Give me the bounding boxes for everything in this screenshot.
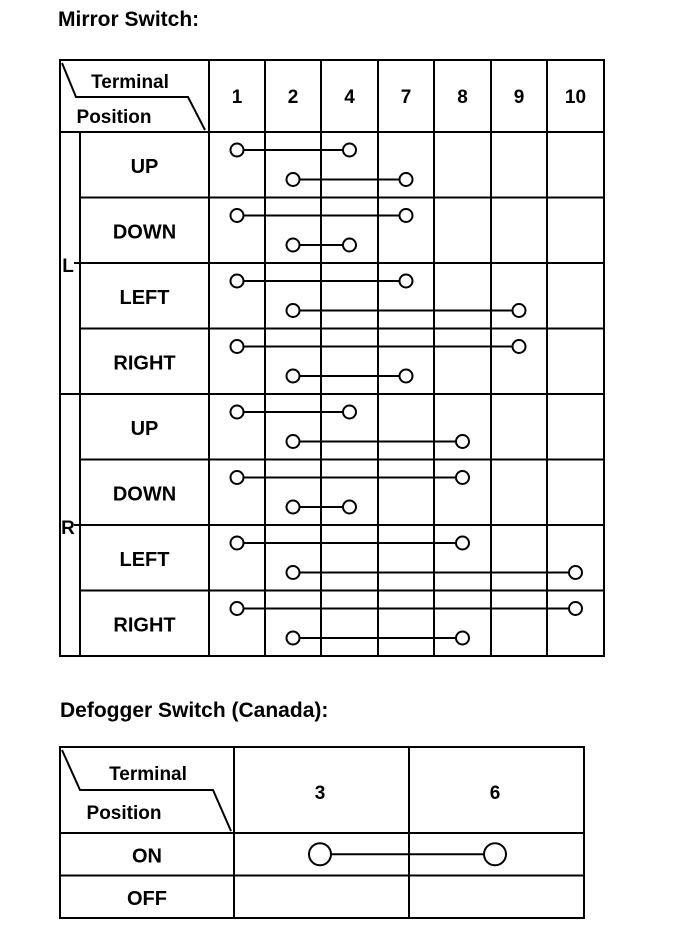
terminal-header-8: 8 <box>457 87 468 108</box>
position-label-l-left: LEFT <box>119 286 170 309</box>
header-terminal-label: Terminal <box>91 72 169 93</box>
mirror-switch-title: Mirror Switch: <box>58 8 200 31</box>
terminal-header-7: 7 <box>400 87 412 108</box>
terminal-header-2: 2 <box>287 87 299 108</box>
position-label-r-right: RIGHT <box>113 614 176 637</box>
position-label-l-up: UP <box>130 155 159 178</box>
defogger-header-terminal-label: Terminal <box>109 764 187 785</box>
defogger-switch-title: Defogger Switch (Canada): <box>60 699 329 722</box>
defogger-terminal-header-3: 3 <box>314 783 326 804</box>
terminal-header-9: 9 <box>513 87 525 108</box>
position-label-l-right: RIGHT <box>113 352 176 375</box>
terminal-header-1: 1 <box>231 87 243 108</box>
position-label-r-up: UP <box>130 417 159 440</box>
position-label-l-down: DOWN <box>112 221 177 244</box>
defogger-terminal-node <box>309 843 331 865</box>
defogger-terminal-header-6: 6 <box>489 783 501 804</box>
group-label-r: R <box>61 518 75 539</box>
defogger-header-position-label: Position <box>86 803 162 824</box>
position-label-r-down: DOWN <box>112 483 177 506</box>
terminal-header-4: 4 <box>344 87 355 108</box>
defogger-position-label-off: OFF <box>127 887 167 910</box>
header-position-label: Position <box>76 107 152 128</box>
defogger-position-label-on: ON <box>132 845 162 868</box>
defogger-terminal-node <box>484 843 506 865</box>
position-label-r-left: LEFT <box>119 548 170 571</box>
terminal-header-10: 10 <box>564 87 587 108</box>
group-label-l: L <box>62 256 74 277</box>
